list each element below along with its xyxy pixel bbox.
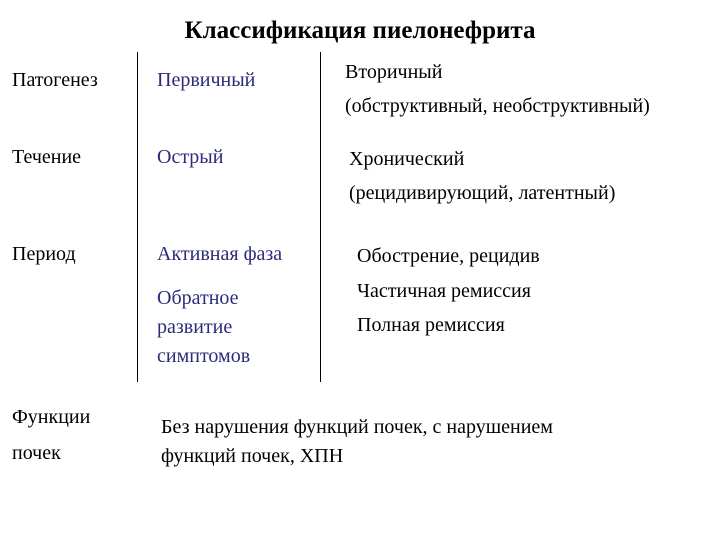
cell-full-remission: Полная ремиссия — [357, 314, 505, 336]
cell-kidney-function-line1: Без нарушения функций почек, с нарушением — [161, 416, 553, 438]
cell-active-phase: Активная фаза — [157, 243, 283, 265]
row-label-kidney-function-line2: почек — [12, 442, 61, 464]
cell-chronic-detail: (рецидивирующий, латентный) — [349, 182, 616, 204]
row-label-pathogenesis: Патогенез — [12, 69, 98, 91]
cell-acute: Острый — [157, 146, 224, 168]
column-divider-right — [320, 52, 321, 382]
row-label-period: Период — [12, 243, 76, 265]
page-title: Классификация пиелонефрита — [184, 17, 536, 44]
column-divider-left — [137, 52, 138, 382]
row-label-kidney-function-line1: Функции — [12, 406, 91, 428]
cell-kidney-function-line2: функций почек, ХПН — [161, 445, 344, 467]
cell-exacerbation: Обострение, рецидив — [357, 245, 540, 267]
cell-primary: Первичный — [157, 69, 256, 91]
cell-chronic-title: Хронический — [349, 148, 465, 170]
cell-regression-line2: развитие — [157, 316, 233, 338]
cell-regression-line3: симптомов — [157, 345, 251, 367]
cell-secondary-detail: (обструктивный, необструктивный) — [345, 95, 650, 117]
cell-secondary-title: Вторичный — [345, 61, 443, 83]
cell-regression-line1: Обратное — [157, 287, 239, 309]
row-label-course: Течение — [12, 146, 82, 168]
cell-partial-remission: Частичная ремиссия — [357, 280, 531, 302]
